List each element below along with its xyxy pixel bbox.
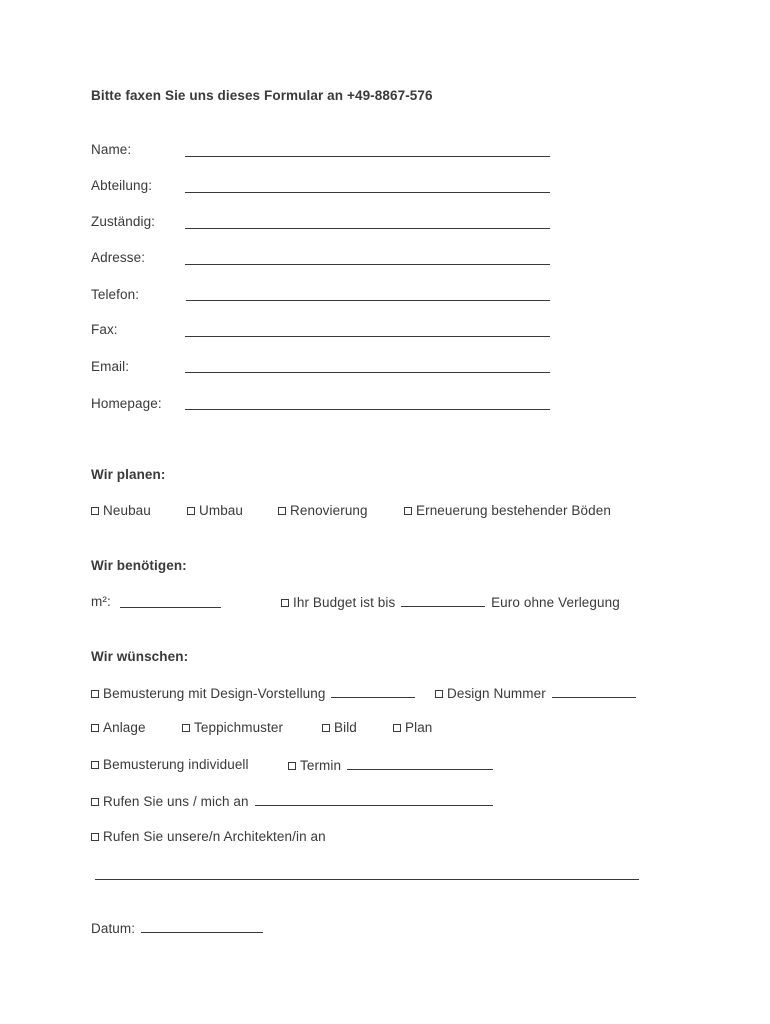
datum-field-line[interactable]: [141, 920, 263, 933]
zustaendig-field-line[interactable]: [185, 228, 550, 229]
termin-option[interactable]: Termin: [288, 757, 495, 774]
umbau-checkbox[interactable]: [187, 507, 195, 515]
bild-checkbox[interactable]: [322, 724, 330, 732]
benoetigen-heading: Wir benötigen:: [91, 558, 187, 573]
bemusterung-individuell-option[interactable]: Bemusterung individuell: [91, 757, 249, 773]
name-label: Name:: [91, 142, 132, 157]
umbau-option[interactable]: Umbau: [187, 503, 243, 519]
renovierung-checkbox[interactable]: [278, 507, 286, 515]
bemusterung-design-option[interactable]: Bemusterung mit Design-Vorstellung: [91, 685, 417, 702]
abteilung-field-line[interactable]: [185, 192, 550, 193]
zustaendig-label: Zuständig:: [91, 214, 156, 229]
telefon-label: Telefon:: [91, 287, 140, 302]
design-nummer-option[interactable]: Design Nummer: [435, 685, 638, 702]
wuenschen-heading: Wir wünschen:: [91, 649, 189, 664]
form-header: Bitte faxen Sie uns dieses Formular an +49-8867-576: [91, 88, 433, 103]
abteilung-label: Abteilung:: [91, 178, 153, 193]
homepage-field-line[interactable]: [185, 409, 550, 410]
design-nummer-checkbox[interactable]: [435, 690, 443, 698]
budget-label: Ihr Budget ist bis: [293, 595, 396, 610]
neubau-checkbox[interactable]: [91, 507, 99, 515]
erneuerung-option[interactable]: Erneuerung bestehender Böden: [404, 503, 611, 519]
datum-row: [91, 920, 265, 937]
anlage-checkbox[interactable]: [91, 724, 99, 732]
bemusterung-individuell-checkbox[interactable]: [91, 761, 99, 769]
telefon-field-line[interactable]: [186, 300, 550, 301]
design-nummer-field-line[interactable]: [552, 685, 636, 698]
adresse-field-line[interactable]: [185, 264, 550, 265]
datum-label: Datum:: [91, 921, 136, 936]
budget-suffix: Euro ohne Verlegung: [491, 595, 620, 610]
budget-field-line[interactable]: [401, 594, 485, 607]
planen-heading: Wir planen:: [91, 467, 166, 482]
fax-field-line[interactable]: [185, 336, 550, 337]
renovierung-option[interactable]: Renovierung: [278, 503, 368, 519]
termin-checkbox[interactable]: [288, 762, 296, 770]
rufen-an-field-line[interactable]: [255, 793, 493, 806]
teppichmuster-option[interactable]: Teppichmuster: [182, 720, 283, 736]
teppichmuster-checkbox[interactable]: [182, 724, 190, 732]
plan-option[interactable]: Plan: [393, 720, 432, 736]
fax-label: Fax:: [91, 322, 118, 337]
termin-field-line[interactable]: [347, 757, 493, 770]
m2-field-line[interactable]: [120, 607, 221, 608]
email-field-line[interactable]: [185, 372, 550, 373]
bemusterung-design-checkbox[interactable]: [91, 690, 99, 698]
rufen-an-checkbox[interactable]: [91, 798, 99, 806]
bild-option[interactable]: Bild: [322, 720, 357, 736]
budget-row: [281, 594, 620, 611]
neubau-option[interactable]: Neubau: [91, 503, 151, 519]
budget-checkbox[interactable]: [281, 599, 289, 607]
email-label: Email:: [91, 359, 130, 374]
rufen-architekt-checkbox[interactable]: [91, 833, 99, 841]
erneuerung-checkbox[interactable]: [404, 507, 412, 515]
architekt-field-line[interactable]: [95, 879, 639, 880]
plan-checkbox[interactable]: [393, 724, 401, 732]
anlage-option[interactable]: Anlage: [91, 720, 146, 736]
design-vorstellung-field-line[interactable]: [331, 685, 415, 698]
adresse-label: Adresse:: [91, 250, 146, 265]
name-field-line[interactable]: [185, 156, 550, 157]
rufen-an-option[interactable]: Rufen Sie uns / mich an: [91, 793, 495, 810]
m2-label: m²:: [91, 594, 111, 609]
homepage-label: Homepage:: [91, 396, 162, 411]
rufen-architekt-option[interactable]: Rufen Sie unsere/n Architekten/in an: [91, 829, 326, 845]
